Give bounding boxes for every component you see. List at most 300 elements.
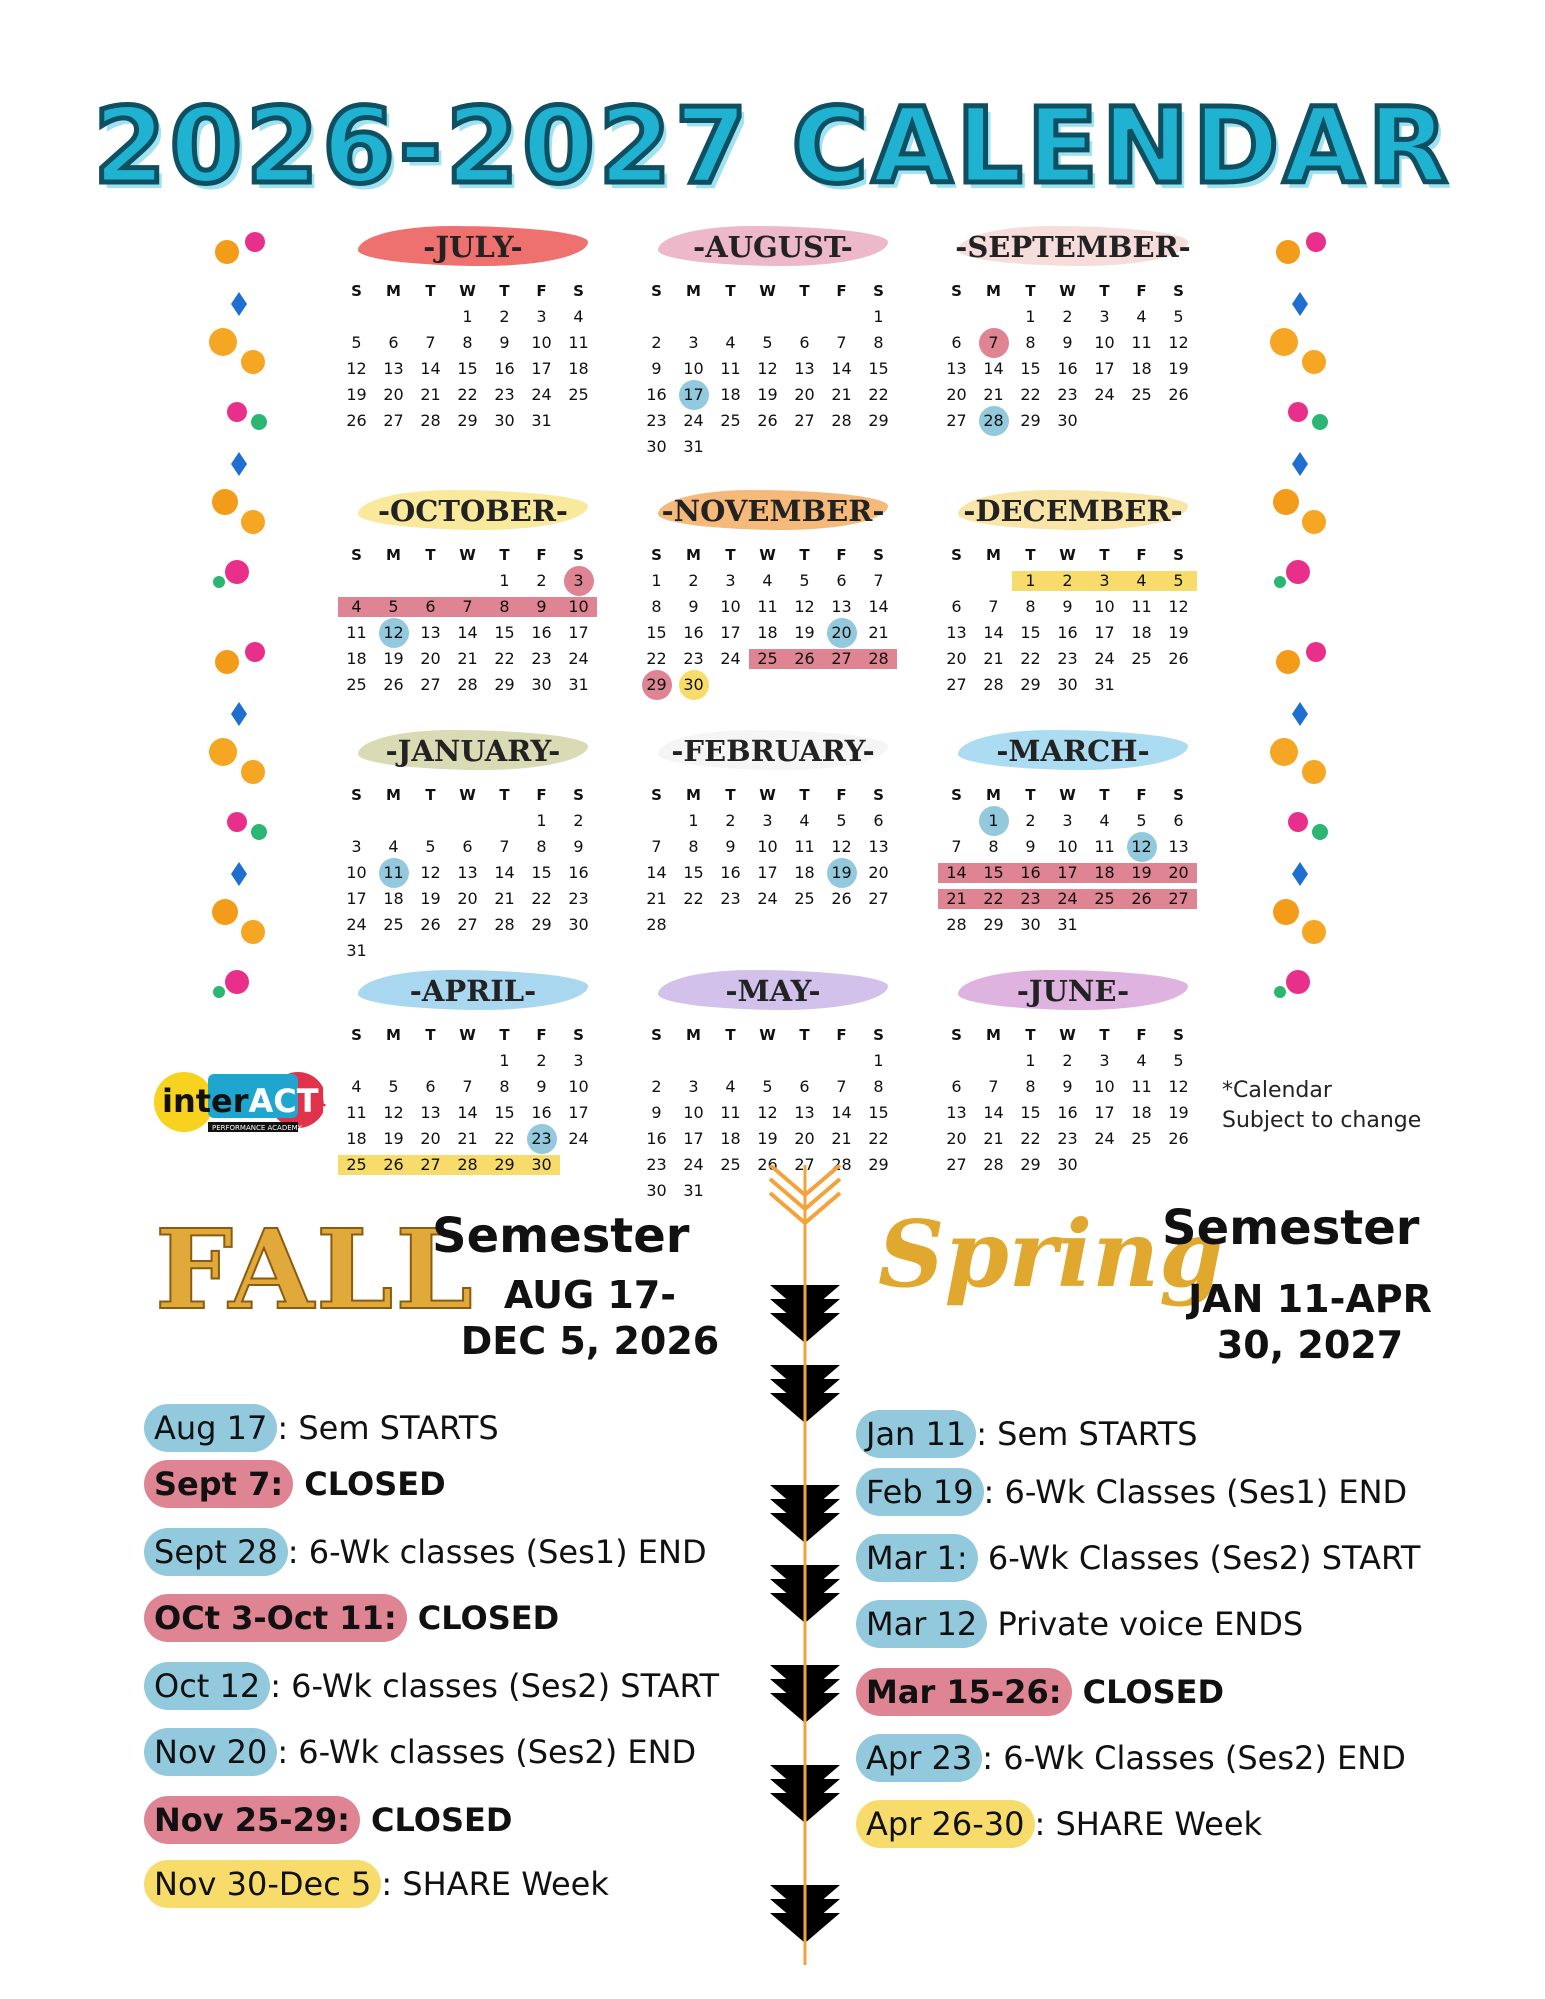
spring-event-separator: : (976, 1415, 987, 1453)
day-cell: 14 (457, 1103, 478, 1122)
day-cell: 12 (420, 863, 441, 882)
day-cell: 2 (725, 811, 736, 830)
day-cell: 28 (860, 646, 897, 672)
day-cell: 18 (720, 1129, 741, 1148)
day-cell: 30 (523, 1152, 560, 1178)
day-cell: 11 (1131, 1077, 1152, 1096)
day-cell: 27 (868, 889, 889, 908)
day-cell: 8 (1025, 1077, 1036, 1096)
weekday-header: M (986, 282, 1001, 300)
month-october (338, 486, 608, 698)
weekday-header: S (573, 282, 584, 300)
day-cell: 13 (868, 837, 889, 856)
day-cell: 13 (420, 1103, 441, 1122)
day-cell: 30 (531, 675, 552, 694)
day-cell: 11 (1131, 597, 1152, 616)
day-cell: 29 (494, 675, 515, 694)
day-cell: 2 (573, 811, 584, 830)
day-cell: 30 (646, 437, 667, 456)
empty-cell (449, 808, 486, 834)
weekday-header: W (459, 1026, 476, 1044)
weekday-header: S (573, 786, 584, 804)
day-cell: 15 (457, 359, 478, 378)
day-cell: 7 (975, 330, 1012, 356)
weekday-header: M (986, 786, 1001, 804)
day-cell: 25 (749, 646, 786, 672)
day-cell: 4 (725, 333, 736, 352)
spring-event-row (856, 1800, 1262, 1848)
day-cell: 31 (1057, 915, 1078, 934)
day-cell: 26 (786, 646, 823, 672)
day-cell: 17 (568, 1103, 589, 1122)
day-cell: 1 (873, 307, 884, 326)
day-cell: 8 (486, 594, 523, 620)
day-cell: 21 (868, 623, 889, 642)
day-cell: 22 (975, 886, 1012, 912)
empty-cell (786, 304, 823, 330)
day-cell: 27 (946, 411, 967, 430)
day-cell: 12 (831, 837, 852, 856)
day-cell: 14 (831, 359, 852, 378)
day-cell: 20 (946, 1129, 967, 1148)
day-cell: 29 (638, 672, 675, 698)
day-cell: 19 (794, 623, 815, 642)
weekday-header: M (686, 786, 701, 804)
day-cell: 12 (757, 359, 778, 378)
day-cell: 23 (523, 1126, 560, 1152)
weekday-header: S (873, 786, 884, 804)
day-cell: 7 (988, 597, 999, 616)
day-cell: 29 (531, 915, 552, 934)
weekday-header: T (1025, 786, 1036, 804)
spring-event-date-pill: Mar 15-26: (856, 1668, 1072, 1716)
day-cell: 24 (683, 411, 704, 430)
weekday-header: T (1025, 546, 1036, 564)
day-cell: 25 (794, 889, 815, 908)
day-cell: 13 (794, 1103, 815, 1122)
month-header (938, 486, 1208, 536)
svg-text:interACT!: interACT! (162, 1082, 334, 1120)
day-cell: 9 (1025, 837, 1036, 856)
day-cell: 26 (420, 915, 441, 934)
day-cell: 11 (720, 359, 741, 378)
day-cell: 13 (383, 359, 404, 378)
weekday-header: W (459, 786, 476, 804)
day-cell: 29 (1020, 675, 1041, 694)
day-cell: 23 (1057, 385, 1078, 404)
day-cell: 12 (1168, 333, 1189, 352)
day-cell: 17 (757, 863, 778, 882)
day-cell: 10 (1057, 837, 1078, 856)
day-cell: 24 (531, 385, 552, 404)
day-cell: 3 (560, 568, 597, 594)
spring-word-art: Spring (878, 1200, 1224, 1308)
spring-event-description: 6-Wk Classes (Ses2) START (977, 1539, 1421, 1577)
day-cell: 28 (975, 408, 1012, 434)
day-cell: 6 (836, 571, 847, 590)
weekday-header: W (1059, 282, 1076, 300)
day-cell: 14 (868, 597, 889, 616)
day-cell: 4 (573, 307, 584, 326)
day-cell: 28 (983, 675, 1004, 694)
weekday-header: F (1136, 546, 1147, 564)
day-cell: 25 (383, 915, 404, 934)
day-cell: 20 (794, 1129, 815, 1148)
month-header (938, 222, 1208, 272)
day-cell: 30 (494, 411, 515, 430)
empty-cell (412, 1048, 449, 1074)
day-cell: 24 (346, 915, 367, 934)
month-name: -SEPTEMBER- (955, 230, 1191, 264)
weekday-header: F (536, 786, 547, 804)
month-header (638, 222, 908, 272)
weekday-header: S (351, 546, 362, 564)
fall-dates-line-2: DEC 5, 2026 (460, 1319, 720, 1363)
spring-event-row (856, 1410, 1198, 1458)
day-cell: 3 (351, 837, 362, 856)
empty-cell (938, 568, 975, 594)
month-name: -MARCH- (996, 734, 1150, 768)
fall-event-separator: : (270, 1667, 281, 1705)
day-cell: 28 (494, 915, 515, 934)
day-cell: 12 (1168, 1077, 1189, 1096)
day-grid (938, 1022, 1208, 1178)
fall-event-row (144, 1528, 707, 1576)
day-cell: 12 (757, 1103, 778, 1122)
day-cell: 20 (946, 649, 967, 668)
day-cell: 31 (683, 437, 704, 456)
day-cell: 1 (651, 571, 662, 590)
weekday-header: S (951, 282, 962, 300)
day-cell: 2 (1049, 568, 1086, 594)
day-cell: 10 (1094, 1077, 1115, 1096)
weekday-header: S (651, 546, 662, 564)
day-cell: 5 (425, 837, 436, 856)
day-cell: 24 (720, 649, 741, 668)
empty-cell (712, 1048, 749, 1074)
day-cell: 19 (346, 385, 367, 404)
weekday-header: T (499, 1026, 510, 1044)
weekday-header: W (759, 1026, 776, 1044)
spring-event-row (856, 1734, 1406, 1782)
day-cell: 15 (646, 623, 667, 642)
month-header (638, 966, 908, 1016)
day-cell: 24 (1049, 886, 1086, 912)
spring-event-description: Sem STARTS (987, 1415, 1198, 1453)
weekday-header: W (1059, 786, 1076, 804)
day-cell: 21 (831, 1129, 852, 1148)
day-cell: 8 (462, 333, 473, 352)
weekday-header: M (986, 1026, 1001, 1044)
fall-event-date-pill: Nov 25-29: (144, 1796, 360, 1844)
day-cell: 26 (346, 411, 367, 430)
weekday-header: W (459, 282, 476, 300)
weekday-header: F (1136, 282, 1147, 300)
fall-event-date-pill: OCt 3-Oct 11: (144, 1594, 407, 1642)
month-august (638, 222, 908, 460)
day-cell: 27 (946, 1155, 967, 1174)
day-cell: 5 (1160, 568, 1197, 594)
day-cell: 1 (1025, 1051, 1036, 1070)
day-cell: 16 (1012, 860, 1049, 886)
day-cell: 8 (873, 1077, 884, 1096)
day-cell: 18 (568, 359, 589, 378)
empty-cell (786, 1048, 823, 1074)
empty-cell (375, 808, 412, 834)
spring-event-description: Private voice ENDS (987, 1605, 1304, 1643)
day-cell: 21 (457, 1129, 478, 1148)
day-cell: 28 (946, 915, 967, 934)
month-name: -JULY- (423, 230, 523, 264)
empty-cell (486, 808, 523, 834)
calendar-note (1222, 1076, 1462, 1136)
day-cell: 7 (836, 333, 847, 352)
day-cell: 19 (1168, 623, 1189, 642)
day-cell: 29 (868, 411, 889, 430)
month-header (638, 726, 908, 776)
day-cell: 20 (383, 385, 404, 404)
day-cell: 7 (951, 837, 962, 856)
weekday-header: T (499, 546, 510, 564)
month-header (338, 486, 608, 536)
fall-event-row (144, 1860, 609, 1908)
weekday-header: F (836, 282, 847, 300)
day-cell: 14 (646, 863, 667, 882)
day-cell: 5 (762, 1077, 773, 1096)
weekday-header: M (386, 1026, 401, 1044)
day-cell: 17 (720, 623, 741, 642)
day-cell: 22 (531, 889, 552, 908)
weekday-header: S (573, 1026, 584, 1044)
day-cell: 6 (799, 1077, 810, 1096)
day-cell: 26 (1168, 1129, 1189, 1148)
day-cell: 2 (1062, 1051, 1073, 1070)
weekday-header: T (499, 282, 510, 300)
fall-event-description: 6-Wk classes (Ses1) END (298, 1533, 707, 1571)
right-floral-border (1268, 222, 1332, 1052)
empty-cell (938, 808, 975, 834)
weekday-header: W (759, 786, 776, 804)
day-cell: 4 (1136, 307, 1147, 326)
day-cell: 18 (757, 623, 778, 642)
day-cell: 2 (536, 571, 547, 590)
weekday-header: W (759, 546, 776, 564)
day-cell: 14 (420, 359, 441, 378)
day-cell: 15 (1020, 623, 1041, 642)
day-cell: 13 (946, 623, 967, 642)
weekday-header: F (836, 1026, 847, 1044)
day-cell: 9 (536, 1077, 547, 1096)
spring-event-date-pill: Mar 12 (856, 1600, 987, 1648)
day-cell: 22 (494, 649, 515, 668)
day-cell: 1 (499, 571, 510, 590)
day-cell: 28 (831, 411, 852, 430)
day-grid (638, 278, 908, 460)
weekday-header: T (425, 1026, 436, 1044)
day-cell: 27 (412, 1152, 449, 1178)
fall-semester-label: Semester (432, 1208, 690, 1264)
day-cell: 18 (346, 1129, 367, 1148)
empty-cell (375, 304, 412, 330)
day-cell: 17 (568, 623, 589, 642)
fall-event-row (144, 1728, 696, 1776)
day-cell: 27 (794, 411, 815, 430)
day-cell: 15 (868, 359, 889, 378)
day-cell: 29 (1020, 1155, 1041, 1174)
day-cell: 21 (420, 385, 441, 404)
day-cell: 31 (531, 411, 552, 430)
day-cell: 21 (938, 886, 975, 912)
month-name: -AUGUST- (693, 230, 853, 264)
weekday-header: S (651, 786, 662, 804)
day-cell: 1 (688, 811, 699, 830)
weekday-header: T (1025, 282, 1036, 300)
fall-event-separator: : (277, 1409, 289, 1447)
day-cell: 29 (486, 1152, 523, 1178)
spring-event-description: 6-Wk Classes (Ses1) END (994, 1473, 1408, 1511)
day-cell: 10 (568, 1077, 589, 1096)
day-cell: 16 (531, 1103, 552, 1122)
day-grid (338, 542, 608, 698)
day-cell: 11 (568, 333, 589, 352)
empty-cell (338, 1048, 375, 1074)
day-cell: 4 (338, 594, 375, 620)
day-cell: 7 (651, 837, 662, 856)
day-cell: 28 (646, 915, 667, 934)
day-cell: 24 (757, 889, 778, 908)
day-cell: 17 (1094, 1103, 1115, 1122)
day-cell: 2 (651, 1077, 662, 1096)
weekday-header: T (1099, 546, 1110, 564)
month-june (938, 966, 1208, 1178)
weekday-header: F (536, 282, 547, 300)
day-cell: 14 (938, 860, 975, 886)
empty-cell (975, 304, 1012, 330)
day-cell: 5 (799, 571, 810, 590)
day-cell: 27 (794, 1155, 815, 1174)
day-cell: 26 (757, 411, 778, 430)
day-cell: 9 (523, 594, 560, 620)
empty-cell (749, 304, 786, 330)
empty-cell (375, 568, 412, 594)
month-header (638, 486, 908, 536)
weekday-header: T (725, 546, 736, 564)
day-cell: 21 (457, 649, 478, 668)
empty-cell (638, 304, 675, 330)
day-cell: 25 (1131, 649, 1152, 668)
spring-event-date-pill: Feb 19 (856, 1468, 984, 1516)
empty-cell (412, 568, 449, 594)
day-cell: 10 (531, 333, 552, 352)
empty-cell (375, 1048, 412, 1074)
day-cell: 7 (988, 1077, 999, 1096)
day-cell: 27 (946, 675, 967, 694)
day-cell: 31 (683, 1181, 704, 1200)
day-cell: 4 (762, 571, 773, 590)
weekday-header: T (499, 786, 510, 804)
month-september (938, 222, 1208, 434)
day-cell: 25 (1131, 385, 1152, 404)
day-cell: 18 (1131, 623, 1152, 642)
day-cell: 29 (1020, 411, 1041, 430)
day-cell: 9 (499, 333, 510, 352)
day-cell: 16 (1057, 359, 1078, 378)
day-cell: 9 (725, 837, 736, 856)
day-cell: 19 (1168, 359, 1189, 378)
day-cell: 6 (873, 811, 884, 830)
weekday-header: S (873, 1026, 884, 1044)
day-cell: 14 (831, 1103, 852, 1122)
day-cell: 1 (536, 811, 547, 830)
day-grid (938, 542, 1208, 698)
day-cell: 11 (757, 597, 778, 616)
day-cell: 6 (951, 333, 962, 352)
month-name: -OCTOBER- (378, 494, 568, 528)
weekday-header: T (1099, 1026, 1110, 1044)
day-cell: 15 (683, 863, 704, 882)
weekday-header: F (836, 786, 847, 804)
day-cell: 11 (375, 860, 412, 886)
day-cell: 25 (568, 385, 589, 404)
empty-cell (712, 304, 749, 330)
day-cell: 3 (536, 307, 547, 326)
day-cell: 18 (383, 889, 404, 908)
weekday-header: S (873, 546, 884, 564)
month-name: -JANUARY- (385, 734, 561, 768)
weekday-header: S (951, 546, 962, 564)
day-cell: 30 (1057, 1155, 1078, 1174)
day-cell: 16 (683, 623, 704, 642)
day-cell: 22 (646, 649, 667, 668)
day-cell: 16 (720, 863, 741, 882)
spring-dates-line-1: JAN 11-APR (1188, 1277, 1432, 1321)
day-cell: 30 (568, 915, 589, 934)
day-cell: 2 (1025, 811, 1036, 830)
day-cell: 17 (683, 1129, 704, 1148)
empty-cell (938, 304, 975, 330)
day-cell: 14 (457, 623, 478, 642)
fall-event-description: Sem STARTS (288, 1409, 499, 1447)
day-cell: 13 (794, 359, 815, 378)
day-cell: 7 (462, 1077, 473, 1096)
day-cell: 22 (683, 889, 704, 908)
day-cell: 5 (388, 1077, 399, 1096)
day-cell: 27 (383, 411, 404, 430)
fall-event-description: SHARE Week (392, 1865, 609, 1903)
weekday-header: T (1025, 1026, 1036, 1044)
weekday-header: F (536, 1026, 547, 1044)
day-cell: 3 (573, 1051, 584, 1070)
day-cell: 24 (568, 1129, 589, 1148)
day-cell: 23 (568, 889, 589, 908)
day-cell: 15 (975, 860, 1012, 886)
day-cell: 13 (457, 863, 478, 882)
day-cell: 21 (983, 1129, 1004, 1148)
weekday-header: T (425, 786, 436, 804)
day-cell: 15 (494, 623, 515, 642)
day-cell: 8 (1025, 333, 1036, 352)
day-cell: 15 (1020, 1103, 1041, 1122)
day-cell: 12 (375, 620, 412, 646)
fall-event-row (144, 1594, 559, 1642)
day-cell: 2 (499, 307, 510, 326)
day-cell: 21 (494, 889, 515, 908)
day-cell: 13 (946, 359, 967, 378)
day-cell: 1 (1012, 568, 1049, 594)
day-cell: 2 (1062, 307, 1073, 326)
day-cell: 7 (499, 837, 510, 856)
day-cell: 8 (499, 1077, 510, 1096)
